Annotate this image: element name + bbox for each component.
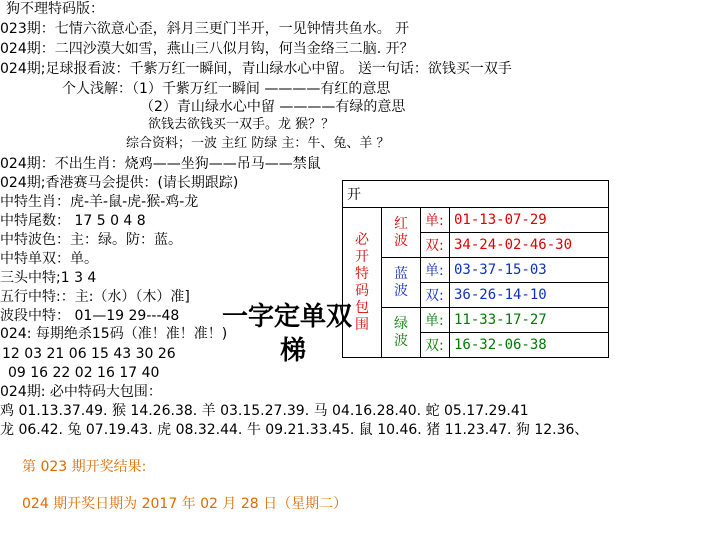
- group-label-green: [382, 308, 421, 358]
- table-row-kind: 双:: [421, 283, 450, 308]
- left-label: [343, 208, 382, 358]
- left-label-text: 必开特码包围: [355, 231, 369, 333]
- text-line-19: 09 16 22 02 16 17 40: [8, 365, 160, 381]
- table-row-nums: 34-24-02-46-30: [450, 233, 609, 258]
- table-row-kind: 单:: [421, 258, 450, 283]
- table-row-kind: 单:: [421, 208, 450, 233]
- table-row-nums: 01-13-07-29: [450, 208, 609, 233]
- text-line-8: 024期：不出生肖：烧鸡——坐狗——吊马——禁鼠: [0, 156, 321, 172]
- text-line-17: 024: 每期绝杀15码（准！准！准！): [0, 326, 228, 342]
- text-line-4: 个人浅解：（1）千紫万红一瞬间 ————有红的意思: [62, 81, 391, 97]
- group-label-red: [382, 208, 421, 258]
- text-line-22: 龙 06.42. 兔 07.19.43. 虎 08.32.44. 牛 09.21.33.45. 鼠 10.46. 猪 11.23.47. 狗 12.36、: [0, 422, 589, 438]
- text-line-1: 023期：七情六欲意心歪，斜月三更门半开，一见钟情共鱼水。 开: [0, 21, 410, 37]
- table-row-nums: 03-37-15-03: [450, 258, 609, 283]
- page-title: 狗不理特码版：: [6, 1, 104, 17]
- text-line-3: 024期;足球报看波：千紫万红一瞬间，青山绿水心中留。 送一句话：欲钱买一双手: [0, 61, 512, 77]
- text-line-12: 中特波色：主：绿。防：蓝。: [0, 232, 182, 248]
- text-line-7: 综合资料；一波 主红 防绿 主：牛、兔、羊 ？: [126, 136, 390, 151]
- text-line-5: （2）青山绿水心中留 ————有绿的意思: [140, 99, 406, 115]
- group-label-red-text: 红波: [394, 215, 408, 249]
- handwritten-line-2: 梯: [280, 336, 307, 366]
- text-line-20: 024期: 必中特码大包围：: [0, 384, 162, 400]
- group-label-blue-text: 蓝波: [394, 265, 408, 299]
- text-line-15: 五行中特:：主:（水）（木）准]: [0, 289, 190, 305]
- table-row-kind: 双:: [421, 233, 450, 258]
- text-line-16: 波段中特： 01—19 29---48: [0, 308, 180, 324]
- text-line-11: 中特尾数： 17 5 0 4 8: [0, 213, 146, 229]
- handwritten-line-1: 一字定单双: [222, 302, 353, 332]
- text-line-13: 中特单双：单。: [0, 251, 98, 267]
- table-row-kind: 单:: [421, 308, 450, 333]
- special-number-table: [342, 180, 609, 358]
- text-line-18: 12 03 21 06 15 43 30 26: [2, 346, 176, 362]
- text-line-9: 024期;香港赛马会提供：(请长期跟踪): [0, 175, 239, 191]
- group-label-blue: [382, 258, 421, 308]
- table-row-nums: 36-26-14-10: [450, 283, 609, 308]
- text-line-10: 中特生肖：虎-羊-鼠-虎-猴-鸡-龙: [0, 194, 199, 210]
- footer-result: 第 023 期开奖结果:: [22, 459, 147, 475]
- text-line-21: 鸡 01.13.37.49. 猴 14.26.38. 羊 03.15.27.39. 马 04.16.28.40. 蛇 05.17.29.41: [0, 403, 529, 419]
- table-row-kind: 双:: [421, 333, 450, 358]
- text-line-2: 024期：二四沙漠大如雪，燕山三八似月钩，何当金络三二脑. 开？: [0, 41, 414, 57]
- footer-date: 024 期开奖日期为 2017 年 02 月 28 日（星期二）: [22, 496, 348, 512]
- group-label-green-text: 绿波: [394, 315, 408, 349]
- table-row-nums: 16-32-06-38: [450, 333, 609, 358]
- text-line-14: 三头中特;1 3 4: [0, 270, 97, 286]
- text-line-6: 欲钱去欲钱买一双手。龙 猴？？: [148, 117, 335, 132]
- table-header: 开: [343, 181, 609, 208]
- table-row-nums: 11-33-17-27: [450, 308, 609, 333]
